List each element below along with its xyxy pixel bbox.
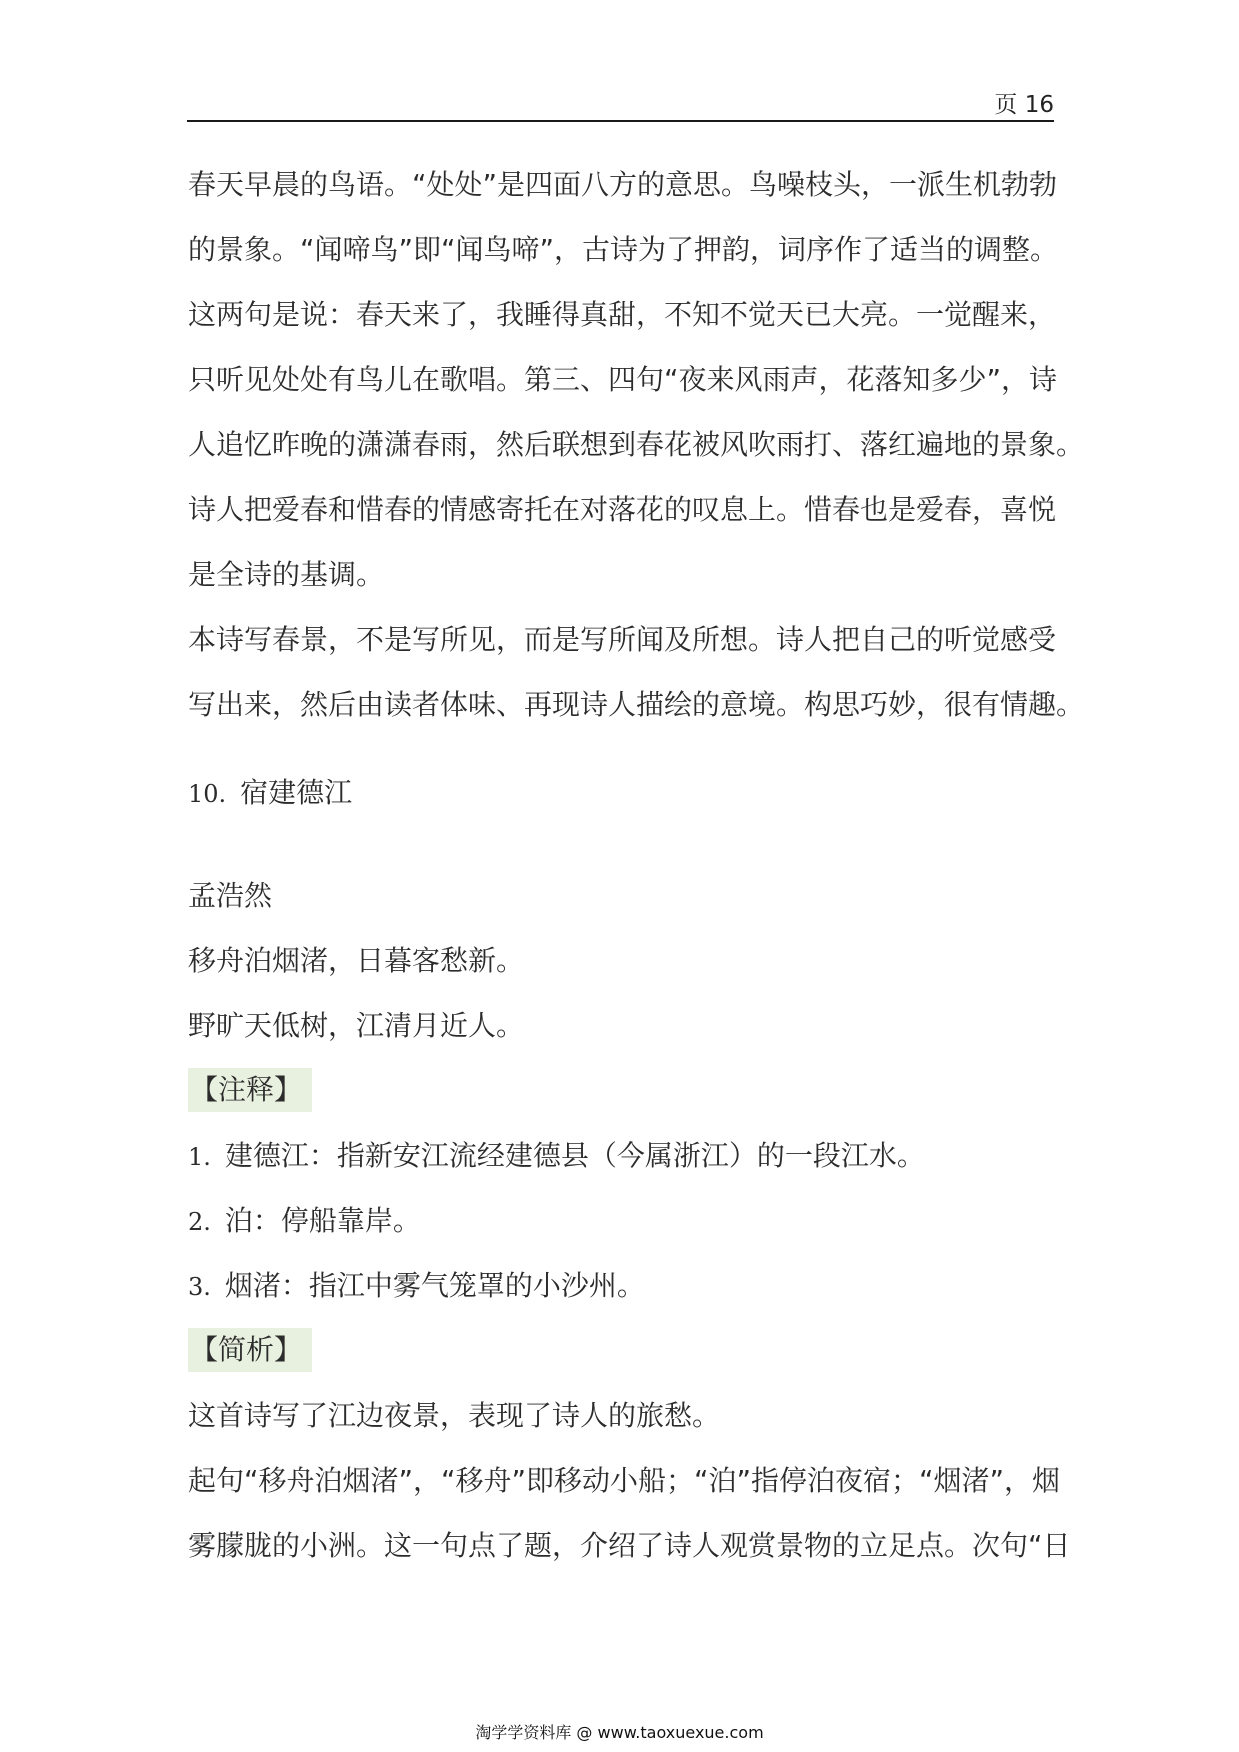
poem-line: 野旷天低树，江清月近人。	[188, 1009, 525, 1042]
text-line: 雾朦胧的小洲。这一句点了题，介绍了诗人观赏景物的立足点。次句“日	[188, 1529, 1071, 1562]
text-line: 起句“移舟泊烟渚”，“移舟”即移动小船；“泊”指停泊夜宿；“烟渚”，烟	[188, 1464, 1061, 1497]
text-line: 这两句是说：春天来了，我睡得真甜，不知不觉天已大亮。一觉醒来，	[188, 298, 1057, 331]
text-line: 人追忆昨晚的潇潇春雨，然后联想到春花被风吹雨打、落红遍地的景象。	[188, 428, 1085, 461]
note-number: 1.	[188, 1143, 211, 1171]
text-line: 春天早晨的鸟语。“处处”是四面八方的意思。鸟噪枝头，一派生机勃勃	[188, 168, 1058, 201]
text-line: 这首诗写了江边夜景，表现了诗人的旅愁。	[188, 1399, 721, 1432]
note-text: 泊：停船靠岸。	[224, 1204, 421, 1237]
text-line: 的景象。“闻啼鸟”即“闻鸟啼”，古诗为了押韵，词序作了适当的调整。	[188, 233, 1059, 266]
paragraph-summary	[188, 607, 1085, 737]
text-line: 本诗写春景，不是写所见，而是写所闻及所想。诗人把自己的听觉感受	[188, 623, 1057, 656]
poem-number: 10.	[188, 780, 227, 808]
poem-heading	[188, 763, 1058, 823]
notes-label: 【注释】	[188, 1068, 312, 1112]
poem-author: 孟浩然	[188, 879, 273, 912]
text-line: 是全诗的基调。	[188, 558, 385, 591]
poem-line: 移舟泊烟渚，日暮客愁新。	[188, 944, 525, 977]
note-number: 3.	[188, 1273, 211, 1301]
note-item	[188, 1253, 1058, 1318]
analysis-label: 【简析】	[188, 1328, 312, 1372]
footer-watermark: 淘学学资料库 @ www.taoxuexue.com	[475, 1723, 764, 1742]
note-text: 建德江：指新安江流经建德县（今属浙江）的一段江水。	[224, 1139, 925, 1172]
document-body	[188, 152, 1085, 1578]
page-number: 页 16	[994, 92, 1054, 118]
poem-title: 宿建德江	[240, 776, 353, 809]
page-header	[187, 82, 1054, 122]
text-line: 诗人把爱春和惜春的情感寄托在对落花的叹息上。惜春也是爱春，喜悦	[188, 493, 1057, 526]
note-item	[188, 1188, 1058, 1253]
note-text: 烟渚：指江中雾气笼罩的小沙州。	[224, 1269, 645, 1302]
paragraph-spring-morning	[188, 152, 1085, 607]
note-item	[188, 1123, 1058, 1188]
notes-section	[188, 1058, 1058, 1318]
analysis-section	[188, 1318, 1071, 1578]
note-number: 2.	[188, 1208, 211, 1236]
text-line: 写出来，然后由读者体味、再现诗人描绘的意境。构思巧妙，很有情趣。	[188, 688, 1085, 721]
text-line: 只听见处处有鸟儿在歌唱。第三、四句“夜来风雨声，花落知多少”，诗	[188, 363, 1058, 396]
